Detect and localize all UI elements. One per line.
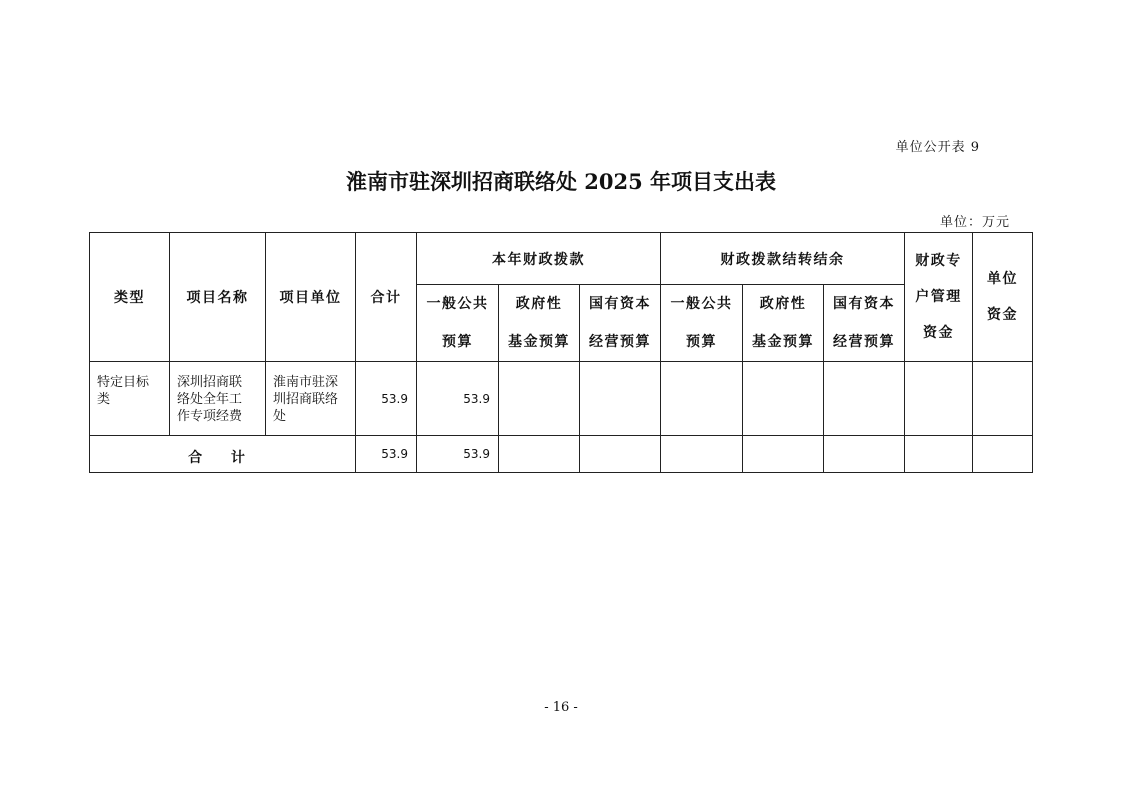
header-carryover-gov-fund: 政府性 基金预算	[743, 285, 824, 362]
table-row	[90, 362, 1033, 436]
unit-label: 单位：万元	[939, 215, 1010, 230]
header-carryover-general-budget: 一般公共 预算	[661, 285, 743, 362]
total-carryover-state-capital	[824, 436, 905, 473]
header-gov-fund: 政府性 基金预算	[499, 285, 580, 362]
row-special-fund	[905, 362, 973, 436]
row-general-budget: 53.9	[417, 362, 499, 436]
header-current-year-group: 本年财政拨款	[417, 233, 661, 285]
table-number: 单位公开表 9	[895, 140, 980, 155]
total-row	[90, 436, 1033, 473]
header-carryover-group: 财政拨款结转结余	[661, 233, 905, 285]
total-state-capital	[580, 436, 661, 473]
header-total: 合计	[356, 233, 417, 362]
row-carryover-state-capital	[824, 362, 905, 436]
header-general-budget: 一般公共 预算	[417, 285, 499, 362]
row-carryover-gov-fund	[743, 362, 824, 436]
row-type: 特定目标 类	[90, 362, 170, 436]
row-state-capital	[580, 362, 661, 436]
header-carryover-state-capital: 国有资本 经营预算	[824, 285, 905, 362]
total-unit-fund	[973, 436, 1033, 473]
total-carryover-general	[661, 436, 743, 473]
page-title: 淮南市驻深圳招商联络处 2025 年项目支出表	[345, 169, 777, 194]
header-special-fund: 财政专 户管理 资金	[905, 233, 973, 362]
header-state-capital: 国有资本 经营预算	[580, 285, 661, 362]
header-unit-fund: 单位 资金	[973, 233, 1033, 362]
row-carryover-general	[661, 362, 743, 436]
total-total: 53.9	[356, 436, 417, 473]
total-general-budget: 53.9	[417, 436, 499, 473]
header-project-unit: 项目单位	[266, 233, 356, 362]
total-label: 合 计	[90, 436, 356, 473]
total-special-fund	[905, 436, 973, 473]
total-gov-fund	[499, 436, 580, 473]
header-type: 类型	[90, 233, 170, 362]
row-gov-fund	[499, 362, 580, 436]
row-project-unit: 淮南市驻深 圳招商联络 处	[266, 362, 356, 436]
page-number: - 16 -	[544, 700, 578, 715]
row-project-name: 深圳招商联 络处全年工 作专项经费	[170, 362, 266, 436]
row-unit-fund	[973, 362, 1033, 436]
row-total: 53.9	[356, 362, 417, 436]
expenditure-table	[89, 232, 1033, 473]
total-carryover-gov-fund	[743, 436, 824, 473]
header-project-name: 项目名称	[170, 233, 266, 362]
